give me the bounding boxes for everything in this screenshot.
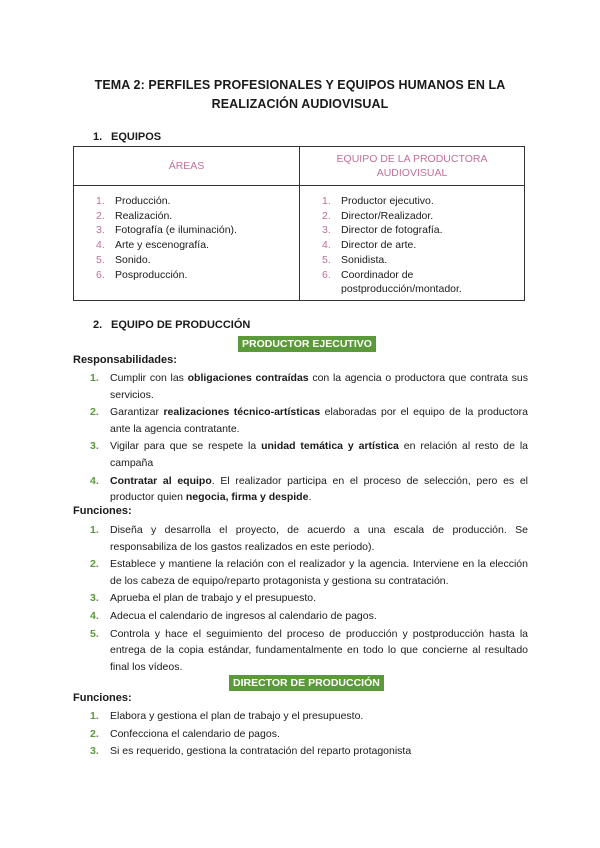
section-label: EQUIPO DE PRODUCCIÓN [111,319,251,331]
item-text: Confecciona el calendario de pagos. [110,727,280,740]
item-text: Vigilar para que se respete la [110,440,262,453]
item-text: Director de arte. [341,239,417,252]
section-label: EQUIPOS [111,131,162,143]
table-cell-equipo [300,186,525,301]
item-text: Garantizar [110,406,164,419]
item-text: . El realizador participa en el proceso de selección, pero es el productor quien [110,474,528,504]
responsibility-item [90,370,528,403]
item-number: 2. [96,209,105,222]
table-header-areas: ÁREAS [74,147,300,186]
list-item [322,238,524,253]
function-item [90,626,528,676]
item-text: Adecua el calendario de ingresos al calendario de pagos. [110,609,377,622]
item-bold-text: unidad temática y artística [261,440,399,453]
item-number: 6. [96,268,105,281]
item-number: 4. [96,239,105,252]
list-item [322,223,524,238]
item-number: 2. [90,727,99,740]
function-item [90,590,528,607]
item-text: Establece y mantiene la relación con el realizador y la agencia. Interviene en la elección de los cabeza de equipo/reparto protagonista y gestiona su contratación. [110,558,528,587]
section-number: 2. [93,319,103,331]
item-number: 5. [322,253,331,266]
responsabilidades-label: Responsabilidades: [73,354,177,366]
banner-productor-ejecutivo: PRODUCTOR EJECUTIVO [238,336,376,352]
item-number: 4. [90,474,99,487]
function-item [90,743,528,760]
equipo-list [322,194,524,297]
responsibility-item [90,473,528,506]
list-item [322,194,524,209]
item-text: Posproducción. [115,268,188,281]
list-item [322,209,524,224]
item-text: Elabora y gestiona el plan de trabajo y el presupuesto. [110,710,364,722]
item-text: Arte y escenografía. [115,239,209,252]
equipos-table [73,146,525,301]
responsabilidades-list [90,370,528,507]
list-item [96,268,299,283]
item-text: Controla y hace el seguimiento del proceso de producción y postproducción hasta la entrega de la copia estándar, fundamentalmente en todo lo que concierne al resultado final los vídeos. [110,627,528,673]
list-item [96,209,299,224]
responsibility-item [90,438,528,471]
list-item [96,238,299,253]
item-number: 1. [322,195,331,207]
funciones-label-1: Funciones: [73,505,132,517]
funciones-list-1 [90,522,528,676]
list-item [96,194,299,209]
item-number: 3. [90,592,99,605]
function-item [90,726,528,743]
item-text: Director/Realizador. [341,209,434,222]
title-line-1: TEMA 2: PERFILES PROFESIONALES Y EQUIPOS HUMANOS EN LA [94,78,506,92]
item-text: elaboradas por el equipo de la productora ante la agencia contratante. [110,406,528,435]
item-text: Sonido. [115,253,151,266]
item-text: Cumplir con las [110,372,188,384]
function-item [90,608,528,625]
item-number: 2. [322,209,331,222]
page-title [60,76,540,114]
item-text: con la agencia o productora que contrata sus servicios. [110,372,528,401]
item-number: 1. [90,710,99,722]
function-item [90,556,528,589]
item-bold-text: obligaciones contraídas [187,372,309,384]
item-text: Aprueba el plan de trabajo y el presupuesto. [110,592,317,605]
item-number: 5. [96,253,105,266]
title-line-2: REALIZACIÓN AUDIOVISUAL [211,97,389,111]
item-text: Realización. [115,209,173,222]
item-number: 3. [322,224,331,237]
item-text: en relación al resto de la campaña [110,440,528,469]
item-bold-text: Contratar al equipo [110,474,212,487]
banner-director-produccion: DIRECTOR DE PRODUCCIÓN [229,675,384,691]
function-item [90,522,528,555]
item-number: 1. [96,195,105,207]
item-bold-text: negocia, firma y despide [185,491,309,504]
item-number: 3. [90,745,99,758]
funciones-list-2 [90,708,528,761]
item-text: Productor ejecutivo. [341,195,434,207]
item-number: 2. [90,558,99,571]
item-number: 6. [322,268,331,281]
item-text: Sonidista. [341,253,388,266]
item-number: 1. [90,524,99,536]
item-text: . [308,491,312,504]
item-number: 5. [90,627,99,640]
list-item [96,223,299,238]
list-item [96,253,299,268]
funciones-label-2: Funciones: [73,692,132,704]
item-number: 1. [90,372,99,384]
item-number: 4. [322,239,331,252]
responsibility-item [90,404,528,437]
table-cell-areas [74,186,300,301]
item-number: 4. [90,609,99,622]
section-number: 1. [93,131,103,143]
section-heading-equipo-produccion [93,319,250,331]
areas-list [96,194,299,282]
item-number: 3. [96,224,105,237]
item-text: Diseña y desarrolla el proyecto, de acuerdo a una escala de producción. Se responsabiliza de los gastos realizados en este periodo). [110,524,528,553]
list-item [322,253,524,268]
item-bold-text: realizaciones técnico-artísticas [163,406,321,419]
table-header-equipo-text: EQUIPO DE LA PRODUCTORA AUDIOVISUAL [336,153,488,179]
item-text: Coordinador de postproducción/montador. [341,268,462,296]
item-text: Director de fotografía. [341,224,443,237]
table-header-equipo [300,147,525,186]
item-text: Si es requerido, gestiona la contratación del reparto protagonista [110,745,412,758]
item-number: 2. [90,406,99,419]
section-heading-equipos [93,131,161,143]
item-text: Fotografía (e iluminación). [115,224,237,237]
function-item [90,708,528,725]
list-item [322,268,524,297]
item-number: 3. [90,440,99,453]
item-text: Producción. [115,195,171,207]
